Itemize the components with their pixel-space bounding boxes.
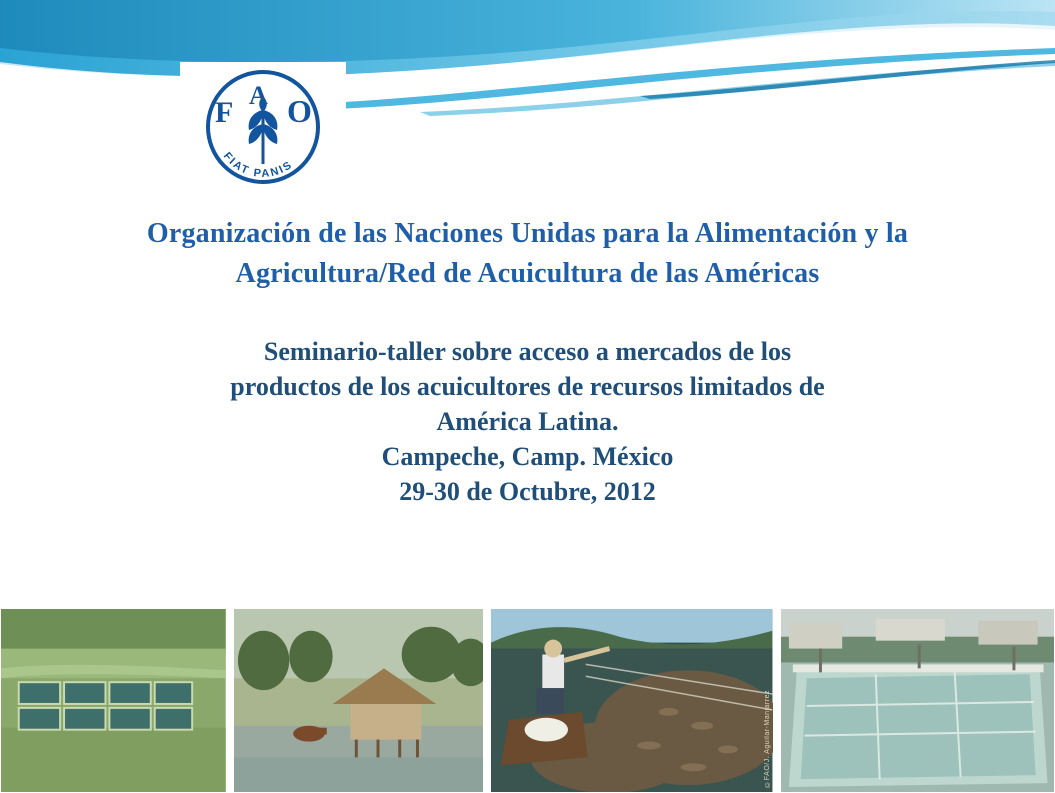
- svg-text:F: F: [215, 96, 234, 129]
- event-line-1: Seminario-taller sobre acceso a mercados de los: [263, 337, 792, 366]
- event-details: [0, 334, 1055, 509]
- event-line-3: América Latina.: [436, 407, 619, 436]
- event-line-5: 29-30 de Octubre, 2012: [399, 477, 656, 506]
- svg-text:A: A: [249, 81, 268, 110]
- photo-stilt-house-pond: [233, 608, 485, 793]
- event-line-4: Campeche, Camp. México: [381, 442, 674, 471]
- photo-aquaculture-ponds-aerial: [0, 608, 227, 793]
- photo-fish-farm-tanks: [780, 608, 1055, 793]
- photo-fish-harvest-cage: [490, 608, 773, 793]
- svg-text:FIAT PANIS: FIAT PANIS: [220, 150, 296, 181]
- event-line-2: productos de los acuicultores de recursos limitados de: [230, 372, 825, 401]
- photo-credit: ©FAO/J. Aguilar-Manjarrez: [763, 690, 771, 788]
- photo-strip: [0, 608, 1055, 793]
- fao-logo: [180, 62, 346, 192]
- header-decorative-swoosh: [0, 0, 1055, 120]
- title-block: [0, 214, 1055, 509]
- organization-title: Organización de las Naciones Unidas para la Alimentación y la Agricultura/Red de Acuicultura de las Américas: [146, 218, 909, 289]
- svg-text:O: O: [287, 93, 312, 129]
